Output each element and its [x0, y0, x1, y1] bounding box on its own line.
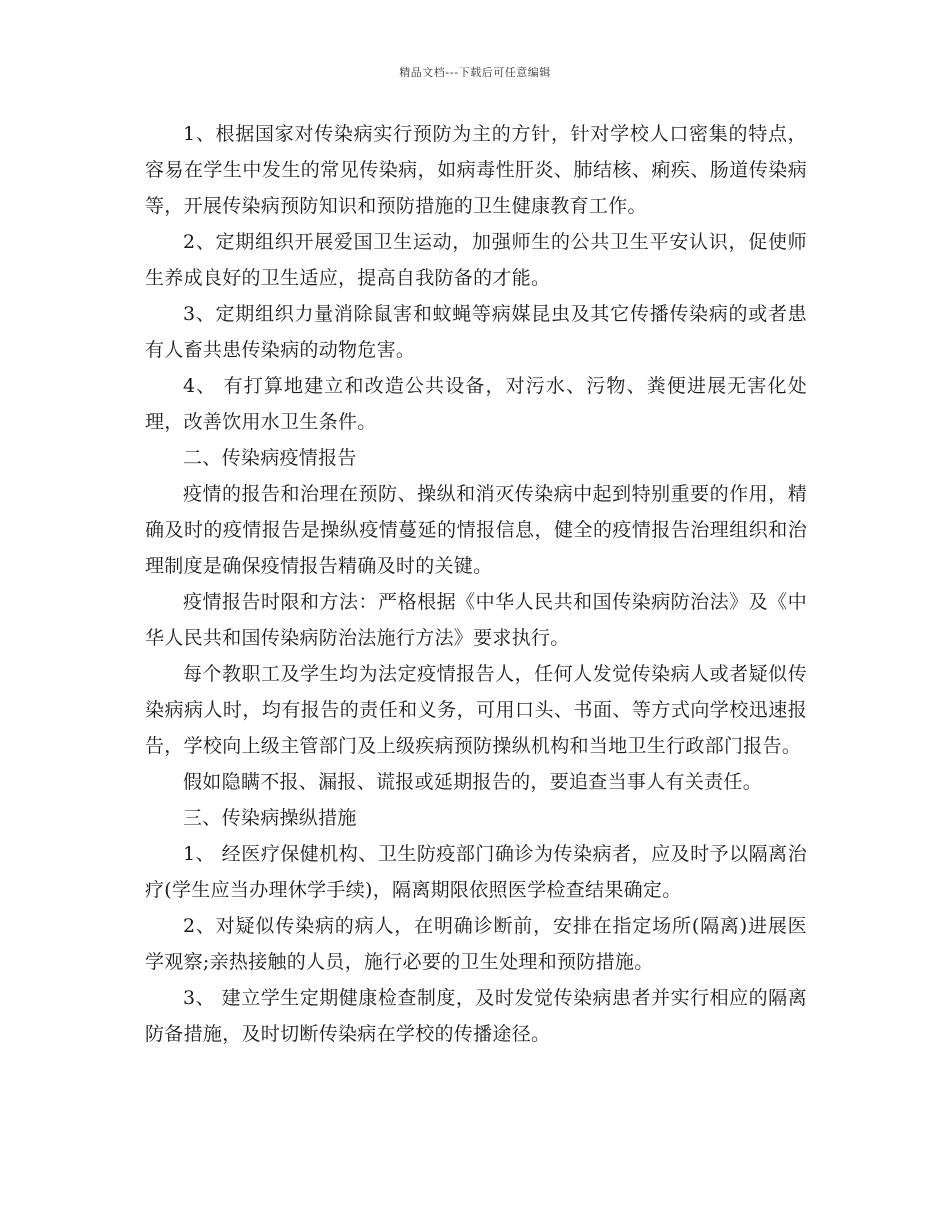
- page-header: 精品文档---下载后可任意编辑: [399, 66, 551, 79]
- paragraph-control-2: 2、对疑似传染病的病人，在明确诊断前，安排在指定场所(隔离)进展医学观察;亲热接触的人员，施行必要的卫生处理和预防措施。: [145, 915, 807, 973]
- document-body: [145, 116, 807, 1052]
- section-heading-control-measures: 三、传染病操纵措施: [183, 807, 357, 829]
- paragraph-control-3: 3、 建立学生定期健康检查制度，及时发觉传染病患者并实行相应的隔离防备措施，及时切断传染病在学校的传播途径。: [145, 987, 807, 1045]
- paragraph-prevention-3: 3、定期组织力量消除鼠害和蚊蝇等病媒昆虫及其它传播传染病的或者患有人畜共患传染病的动物危害。: [145, 303, 807, 361]
- paragraph-report-duty: 每个教职工及学生均为法定疫情报告人，任何人发觉传染病人或者疑似传染病病人时，均有报告的责任和义务，可用口头、书面、等方式向学校迅速报告，学校向上级主管部门及上级疾病预防操纵机构和当地卫生行政部门报告。: [145, 663, 807, 757]
- paragraph-report-deadline: 疫情报告时限和方法：严格根据《中华人民共和国传染病防治法》及《中华人民共和国传染病防治法施行方法》要求执行。: [145, 591, 807, 649]
- paragraph-report-liability: 假如隐瞒不报、漏报、谎报或延期报告的，要追查当事人有关责任。: [183, 771, 763, 793]
- paragraph-prevention-2: 2、定期组织开展爱国卫生运动，加强师生的公共卫生平安认识，促使师生养成良好的卫生适应，提高自我防备的才能。: [145, 231, 807, 289]
- paragraph-report-importance: 疫情的报告和治理在预防、操纵和消灭传染病中起到特别重要的作用，精确及时的疫情报告是操纵疫情蔓延的情报信息，健全的疫情报告治理组织和治理制度是确保疫情报告精确及时的关键。: [145, 483, 807, 577]
- section-heading-epidemic-report: 二、传染病疫情报告: [183, 447, 357, 469]
- paragraph-prevention-1: 1、根据国家对传染病实行预防为主的方针，针对学校人口密集的特点，容易在学生中发生的常见传染病，如病毒性肝炎、肺结核、痢疾、肠道传染病等，开展传染病预防知识和预防措施的卫生健康教育工作。: [145, 123, 807, 217]
- paragraph-control-1: 1、 经医疗保健机构、卫生防疫部门确诊为传染病者，应及时予以隔离治疗(学生应当办理休学手续)，隔离期限依照医学检查结果确定。: [145, 843, 807, 901]
- paragraph-prevention-4: 4、 有打算地建立和改造公共设备，对污水、污物、粪便进展无害化处理，改善饮用水卫生条件。: [145, 375, 807, 433]
